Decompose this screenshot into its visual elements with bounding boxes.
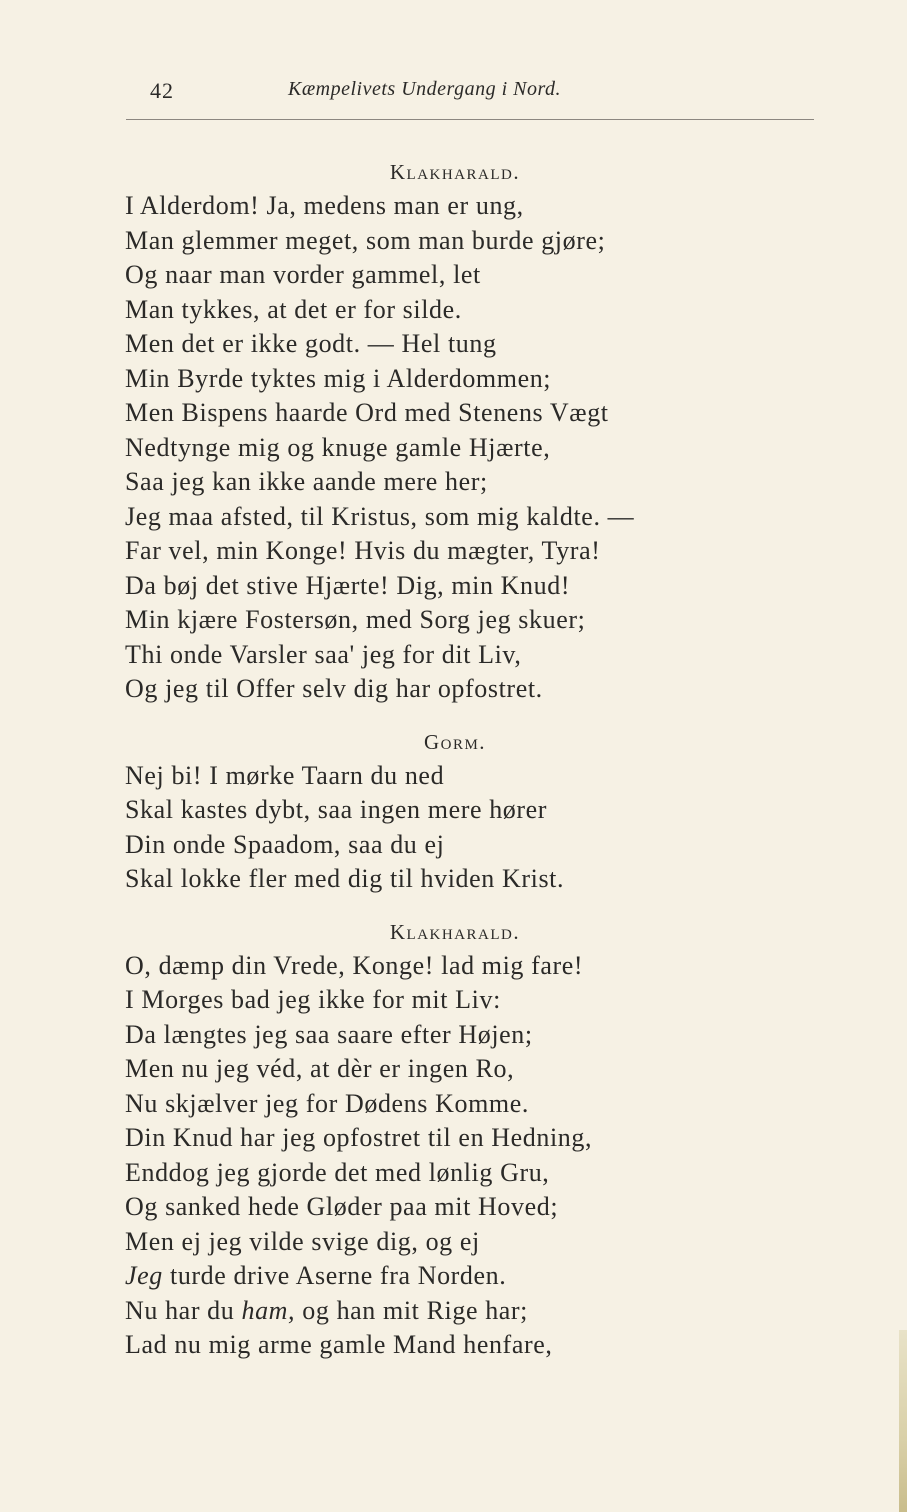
verse-line: Din Knud har jeg opfostret til en Hedning, — [125, 1123, 593, 1152]
verse-line — [125, 1259, 845, 1294]
verse-line: Men nu jeg véd, at dèr er ingen Ro, — [125, 1054, 515, 1083]
verse-line: Man glemmer meget, som man burde gjøre; — [125, 225, 606, 255]
verse-line: Nu skjælver jeg for Dødens Komme. — [125, 1088, 529, 1118]
page-edge-bleed — [899, 1330, 907, 1512]
verse-line: I Morges bad jeg ikke for mit Liv: — [125, 985, 501, 1014]
verse-line: Enddog jeg gjorde det med lønlig Gru, — [125, 1157, 550, 1187]
verse-line: Og naar man vorder gammel, let — [125, 260, 481, 289]
line-rest: og han mit Rige har; — [295, 1295, 529, 1325]
verse-line: Men ej jeg vilde svige dig, og ej — [125, 1226, 480, 1256]
header-rule — [126, 119, 814, 120]
line-start: Nu har du — [125, 1295, 242, 1325]
verse-line: Nedtynge mig og knuge gamle Hjærte, — [125, 432, 551, 462]
speaker-heading: Klakharald. — [389, 160, 521, 184]
verse-line: Lad nu mig arme gamle Mand henfare, — [125, 1330, 553, 1359]
verse-line: Jeg maa afsted, til Kristus, som mig kaldte. — — [125, 501, 635, 531]
verse-line: O, dæmp din Vrede, Konge! lad mig fare! — [125, 950, 584, 980]
verse-line: Min kjære Fostersøn, med Sorg jeg skuer; — [125, 605, 586, 634]
verse-line: Min Byrde tyktes mig i Alderdommen; — [125, 363, 552, 393]
verse-line — [125, 1294, 845, 1329]
speech-block — [125, 759, 845, 897]
verse-line: Og jeg til Offer selv dig har opfostret. — [125, 674, 543, 703]
italic-word: ham, — [241, 1295, 296, 1325]
verse-line: Far vel, min Konge! Hvis du mægter, Tyra! — [125, 536, 601, 565]
verse-line: Og sanked hede Gløder paa mit Hoved; — [125, 1192, 559, 1221]
speech-block — [125, 189, 845, 707]
verse-line: Da bøj det stive Hjærte! Dig, min Knud! — [125, 570, 571, 600]
verse-line: Din onde Spaadom, saa du ej — [125, 829, 445, 859]
speech-block — [125, 949, 845, 1363]
page-number: 42 — [150, 78, 174, 103]
verse-body — [125, 155, 845, 1363]
page-header — [0, 78, 907, 108]
verse-line: Man tykkes, at det er for silde. — [125, 294, 462, 324]
verse-line: Thi onde Varsler saa' jeg for dit Liv, — [125, 639, 522, 669]
verse-line: Skal lokke fler med dig til hviden Krist. — [125, 864, 565, 893]
verse-line: Saa jeg kan ikke aande mere her; — [125, 467, 488, 496]
speaker-heading: Gorm. — [423, 729, 487, 754]
verse-line: Da længtes jeg saa saare efter Højen; — [125, 1019, 533, 1049]
verse-line: Men Bispens haarde Ord med Stenens Vægt — [125, 398, 609, 427]
italic-word: Jeg — [125, 1261, 163, 1290]
verse-line: Nej bi! I mørke Taarn du ned — [125, 760, 445, 790]
line-rest: turde drive Aserne fra Norden. — [162, 1261, 507, 1290]
verse-line: Skal kastes dybt, saa ingen mere hører — [125, 795, 548, 824]
running-title: Kæmpelivets Undergang i Nord. — [288, 78, 562, 100]
verse-line: Men det er ikke godt. — Hel tung — [125, 329, 497, 358]
speaker-heading: Klakharald. — [389, 919, 521, 944]
verse-line: I Alderdom! Ja, medens man er ung, — [125, 191, 524, 220]
